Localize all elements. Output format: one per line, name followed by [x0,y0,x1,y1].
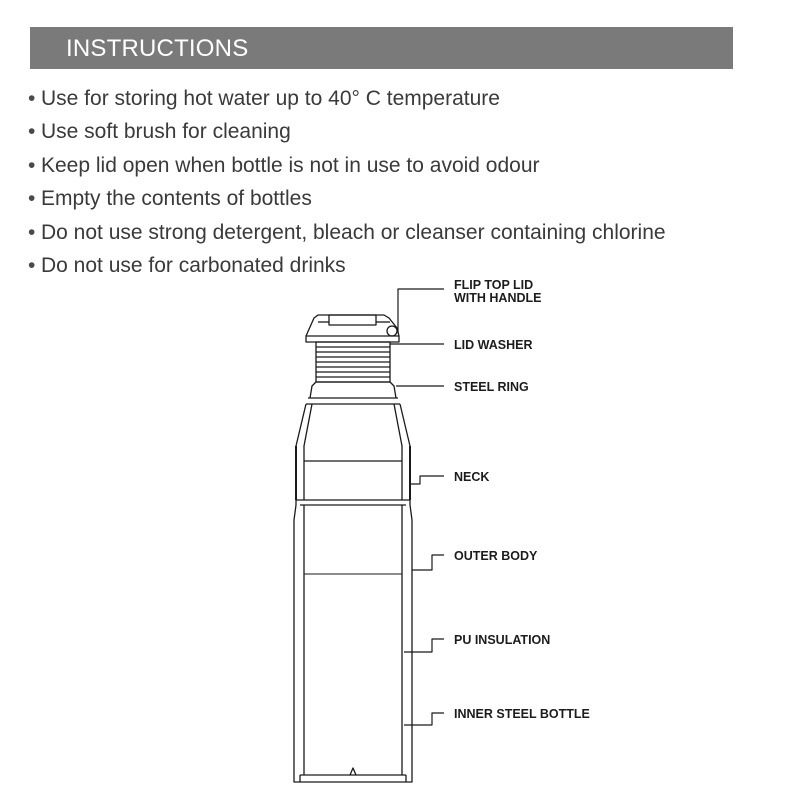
bullet-icon: • [28,153,36,177]
header-title: INSTRUCTIONS [66,35,249,62]
inner-steel-bottle-shape [300,505,406,782]
flip-top-lid-shape [306,315,399,342]
label-pu-insulation: PU INSULATION [454,633,551,647]
leader-neck [410,476,444,484]
bullet-icon: • [28,120,36,144]
bullet-icon: • [28,253,36,277]
steel-ring-shape [306,382,400,404]
instruction-text: Do not use strong detergent, bleach or cleanser containing chlorine [41,220,666,244]
bullet-icon: • [28,220,36,244]
leader-pu-insulation [404,639,444,652]
label-neck: NECK [454,470,490,484]
label-inner-steel-bottle: INNER STEEL BOTTLE [454,707,590,721]
bullet-icon: • [28,187,36,211]
label-flip-top-lid-line1: FLIP TOP LID [454,278,534,292]
instruction-text: Use soft brush for cleaning [41,120,291,144]
instruction-text: Empty the contents of bottles [41,187,312,211]
label-steel-ring: STEEL RING [454,380,529,394]
leader-flip-top-lid [398,289,444,333]
bullet-icon: • [28,87,36,110]
leader-outer-body [412,555,444,570]
instruction-text: Do not use for carbonated drinks [41,253,346,277]
lid-washer-shape [316,342,390,382]
label-flip-top-lid-line2: WITH HANDLE [454,291,542,305]
instruction-text: Keep lid open when bottle is not in use to avoid odour [41,153,540,177]
label-outer-body: OUTER BODY [454,549,538,563]
leader-inner-steel-bottle [404,713,444,725]
label-lid-washer: LID WASHER [454,338,533,352]
callout-leaders [390,289,444,725]
instruction-text: Use for storing hot water up to 40° C temperature [41,87,500,110]
neck-shape [296,404,410,505]
